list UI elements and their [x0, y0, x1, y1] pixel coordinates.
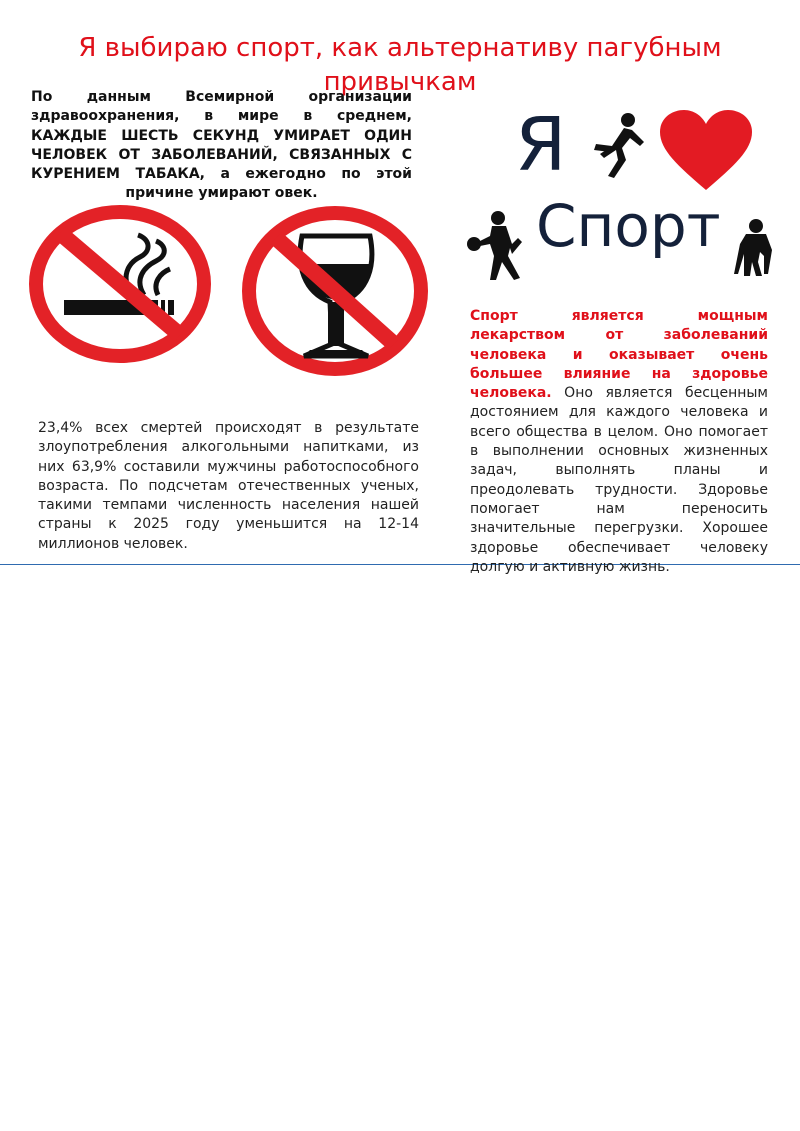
no-alcohol-icon: [242, 206, 428, 376]
intro-paragraph: По данным Всемирной организации здравоохранения, в мире в среднем, КАЖДЫЕ ШЕСТЬ СЕКУНД УМИРАЕТ ОДИН ЧЕЛОВЕК ОТ ЗАБОЛЕВАНИЙ, СВЯЗАННЫХ С КУРЕНИЕМ ТАБАКА, а ежегодно по этой причине умирают овек.: [31, 89, 412, 202]
no-smoking-icon: [28, 205, 212, 363]
logo-sport-text: Спорт: [536, 192, 721, 260]
page-title: Я выбираю спорт, как альтернативу пагубным привычкам: [78, 33, 722, 97]
heart-icon: [658, 110, 754, 192]
runner-icon: [582, 110, 646, 180]
sport-paragraph-body: Оно является бесценным достоянием для каждого человека и всего общества в целом. Оно помогает в выполнении основных жизненных задач, выполнять планы и преодолевать трудности. Здоровье помогает нам переносить значительные перегрузки. Хорошее здоровье обеспечивает человеку долгую и активную жизнь.: [470, 385, 768, 575]
sprinter-start-icon: [732, 218, 776, 278]
i-love-sport-logo: [462, 100, 792, 290]
sport-paragraph: [470, 307, 768, 577]
logo-ya-text: Я: [515, 102, 567, 188]
alcohol-stat-paragraph: 23,4% всех смертей происходят в результате злоупотребления алкогольными напитками, из них 63,9% составили мужчины работоспособного возраста. По подсчетам отечественных ученых, такими темпами численность населения нашей страны к 2025 году уменьшится на 12-14 миллионов человек.: [38, 420, 419, 552]
basketball-player-icon: [466, 208, 536, 282]
sport-paragraph-lead: Спорт является мощным лекарством от заболеваний человека и оказывает очень большее влияние на здоровье человека.: [470, 308, 768, 402]
